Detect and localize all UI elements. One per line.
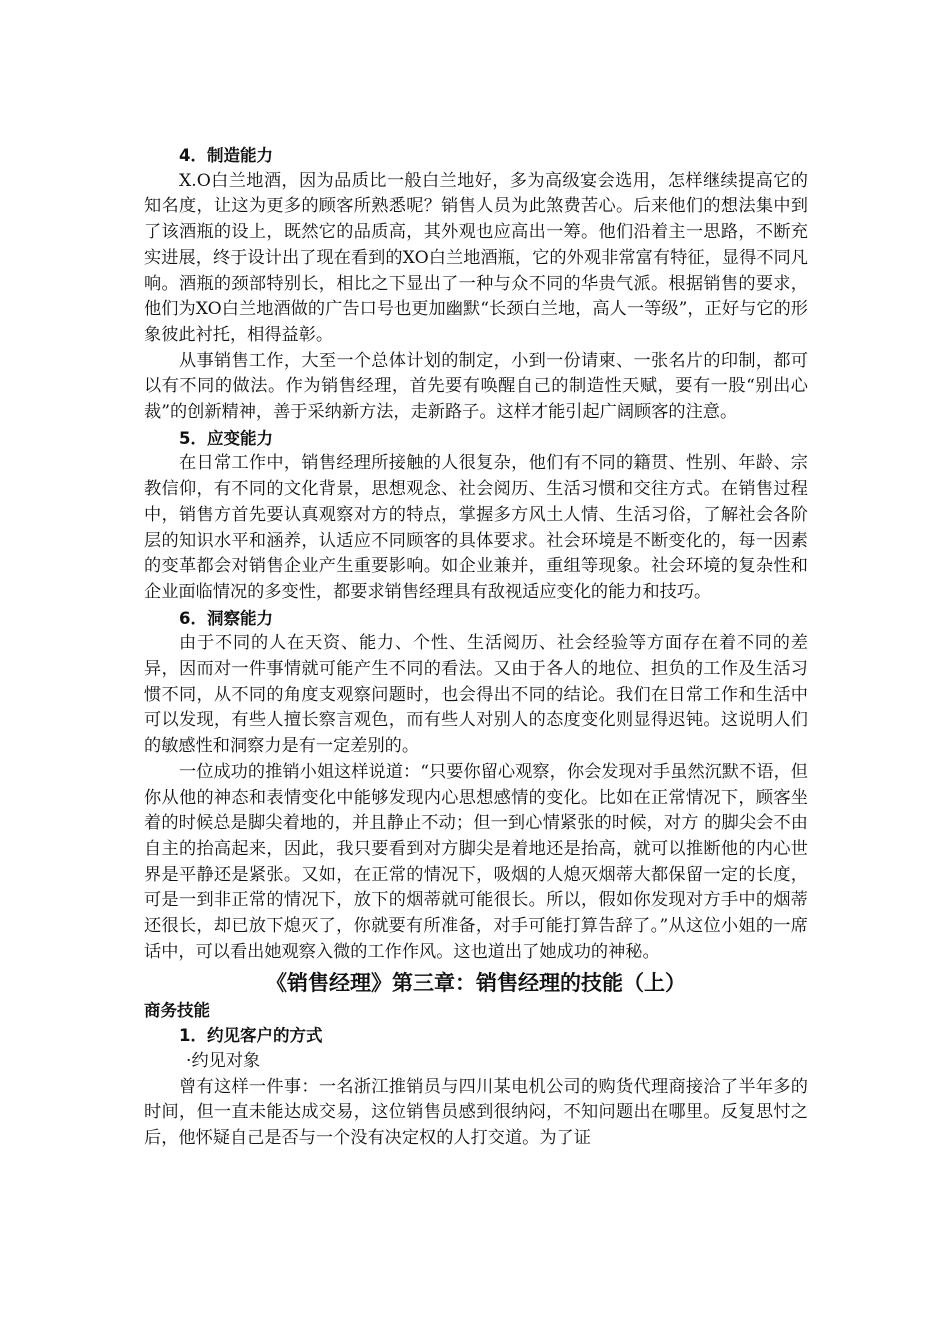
section-heading: 4．制造能力 [179,146,273,165]
section-heading: 6．洞察能力 [179,608,273,628]
business-heading: 商务技能 [144,1000,210,1020]
document-page [144,143,808,1152]
chapter-title: 《销售经理》第三章：销售经理的技能（上） [266,970,686,995]
paragraph: 曾有这样一件事：一名浙江推销员与四川某电机公司的购货代理商接洽了半年多的时间，但一直未能达成交易，这位销售员感到很纳闷，不知问题出在哪里。反复思忖之后，他怀疑自己是否与一个没有决定权的人打交道。为了证 [144,1076,808,1149]
bullet-item: ·约见对象 [186,1050,261,1071]
paragraph: 一位成功的推销小姐这样说道：“只要你留心观察，你会发现对手虽然沉默不语，但你从他的神态和表情变化中能够发现内心思想感情的变化。比如在正常情况下，顾客坐着的时候总是脚尖着地的，并且静止不动；但一到心情紧张的时候，对方 的脚尖会不由自主的抬高起来，因此，我只要看到对方脚尖是着地还是抬高，就可以推断他的内心世界是平静还是紧张。又如，在正常的情况下，吸烟的人熄灭烟蒂大都保留一定的长度，可是一到非正常的情况下，放下的烟蒂就可能很长。所以，假如你发现对方手中的烟蒂还很长，却已放下熄灭了，你就要有所准备，对手可能打算告辞了。”从这位小姐的一席话中，可以看出她观察入微的工作作风。这也道出了她成功的神秘。 [144,761,808,962]
subsection-heading: 1．约见客户的方式 [179,1026,323,1046]
paragraph: 由于不同的人在天资、能力、个性、生活阅历、社会经验等方面存在着不同的差异，因而对一件事情就可能产生不同的看法。又由于各人的地位、担负的工作及生活习惯不同，从不同的角度支观察问题时，也会得出不同的结论。我们在日常工作和生活中可以发现，有些人擅长察言观色，而有些人对别人的态度变化则显得迟钝。这说明人们的敏感性和洞察力是有一定差别的。 [144,633,808,757]
paragraph: 在日常工作中，销售经理所接触的人很复杂，他们有不同的籍贯、性别、年龄、宗教信仰，有不同的文化背景，思想观念、社会阅历、生活习惯和交往方式。在销售过程中，销售方首先要认真观察对方的特点，掌握多方风土人情、生活习俗，了解社会各阶层的知识水平和涵养，认适应不同顾客的具体要求。社会环境是不断变化的，每一因素的变革都会对销售企业产生重要影响。如企业兼并，重组等现象。社会环境的复杂性和企业面临情况的多变性，都要求销售经理具有敌视适应变化的能力和技巧。 [144,453,808,602]
paragraph: X.O白兰地酒，因为品质比一般白兰地好，多为高级宴会选用，怎样继续提高它的知名度，让这为更多的顾客所熟悉呢？销售人员为此煞费苦心。后来他们的想法集中到了该酒瓶的设上，既然它的品质高，其外观也应高出一筹。他们沿着主一思路，不断充实进展，终于设计出了现在看到的XO白兰地酒瓶，它的外观非常富有特征，显得不同凡响。酒瓶的颈部特别长，相比之下显出了一种与众不同的华贵气派。根据销售的要求，他们为XO白兰地酒做的广告口号也更加幽默“长颈白兰地，高人一等级”，正好与它的形象彼此衬托，相得益彰。 [144,170,808,345]
section-heading: 5．应变能力 [179,428,273,448]
paragraph: 从事销售工作，大至一个总体计划的制定，小到一份请柬、一张名片的印制，都可以有不同的做法。作为销售经理，首先要有唤醒自己的制造性天赋，要有一股“别出心裁”的创新精神，善于采纳新方法，走新路子。这样才能引起广阔顾客的注意。 [144,350,808,423]
